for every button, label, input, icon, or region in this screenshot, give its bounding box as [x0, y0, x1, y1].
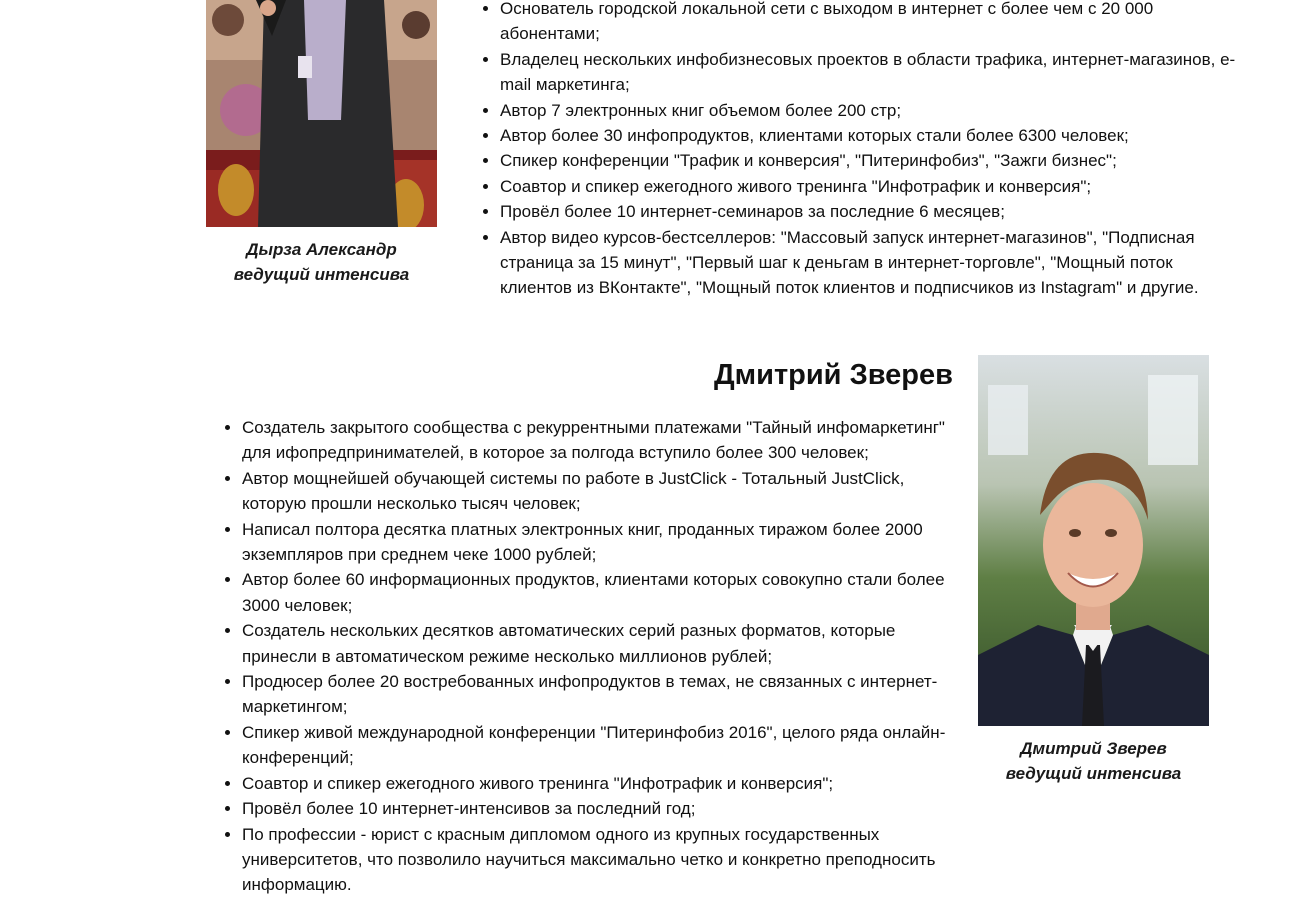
speaker2-name-heading: Дмитрий Зверев: [714, 359, 953, 391]
list-item: • Основатель городской локальной сети с выходом в интернет с более чем с 20 000 абонентами;: [500, 0, 1240, 47]
list-item: • По профессии - юрист с красным дипломом одного из крупных государственных университетов, что позволило научиться максимально четко и конкретно преподносить информацию.: [242, 822, 957, 898]
list-item: • Автор более 60 информационных продуктов, клиентами которых совокупно стали более 3000 человек;: [242, 567, 957, 618]
speaker-photo-dyrza: [206, 0, 437, 227]
speaker1-caption: [206, 237, 437, 287]
list-item: • Владелец нескольких инфобизнесовых проектов в области трафика, интернет-магазинов, e-mail маркетинга;: [500, 47, 1240, 98]
speaker1-caption-name: Дырза Александр: [246, 240, 397, 259]
list-item: • Автор мощнейшей обучающей системы по работе в JustClick - Тотальный JustClick, которую прошли несколько тысяч человек;: [242, 466, 957, 517]
speaker1-caption-role: ведущий интенсива: [233, 265, 410, 284]
list-item: • Соавтор и спикер ежегодного живого тренинга "Инфотрафик и конверсия";: [500, 174, 1240, 199]
list-item: • Создатель нескольких десятков автоматических серий разных форматов, которые принесли в автоматическом режиме несколько миллионов рублей;: [242, 618, 957, 669]
list-item: • Соавтор и спикер ежегодного живого тренинга "Инфотрафик и конверсия";: [242, 771, 957, 796]
list-item: • Спикер конференции "Трафик и конверсия", "Питеринфобиз", "Зажги бизнес";: [500, 148, 1240, 173]
speaker1-bio-list: [483, 0, 1240, 301]
list-item: • Автор видео курсов-бестселлеров: "Массовый запуск интернет-магазинов", "Подписная страница за 15 минут", "Первый шаг к деньгам в интернет-торговле", "Мощный поток клиентов из ВКонтакте", "Мощный поток клиентов и подписчиков из Instagram" и другие.: [500, 225, 1240, 301]
speaker2-caption-name: Дмитрий Зверев: [1020, 739, 1167, 758]
list-item: • Создатель закрытого сообщества с рекуррентными платежами "Тайный инфомаркетинг" для ифопредпринимателей, в которое за полгода вступило более 300 человек;: [242, 415, 957, 466]
list-item: • Продюсер более 20 востребованных инфопродуктов в темах, не связанных с интернет-маркетингом;: [242, 669, 957, 720]
list-item: • Провёл более 10 интернет-интенсивов за последний год;: [242, 796, 957, 821]
speaker-photo-zverev: [978, 355, 1209, 726]
speaker2-caption-role: ведущий интенсива: [1005, 764, 1182, 783]
list-item: • Спикер живой международной конференции "Питеринфобиз 2016", целого ряда онлайн-конференций;: [242, 720, 957, 771]
speaker2-bio-list: [225, 415, 957, 898]
list-item: • Автор 7 электронных книг объемом более 200 стр;: [500, 98, 1240, 123]
list-item: • Автор более 30 инфопродуктов, клиентами которых стали более 6300 человек;: [500, 123, 1240, 148]
list-item: • Провёл более 10 интернет-семинаров за последние 6 месяцев;: [500, 199, 1240, 224]
speaker2-caption: [978, 736, 1209, 786]
list-item: • Написал полтора десятка платных электронных книг, проданных тиражом более 2000 экземпляров при среднем чеке 1000 рублей;: [242, 517, 957, 568]
